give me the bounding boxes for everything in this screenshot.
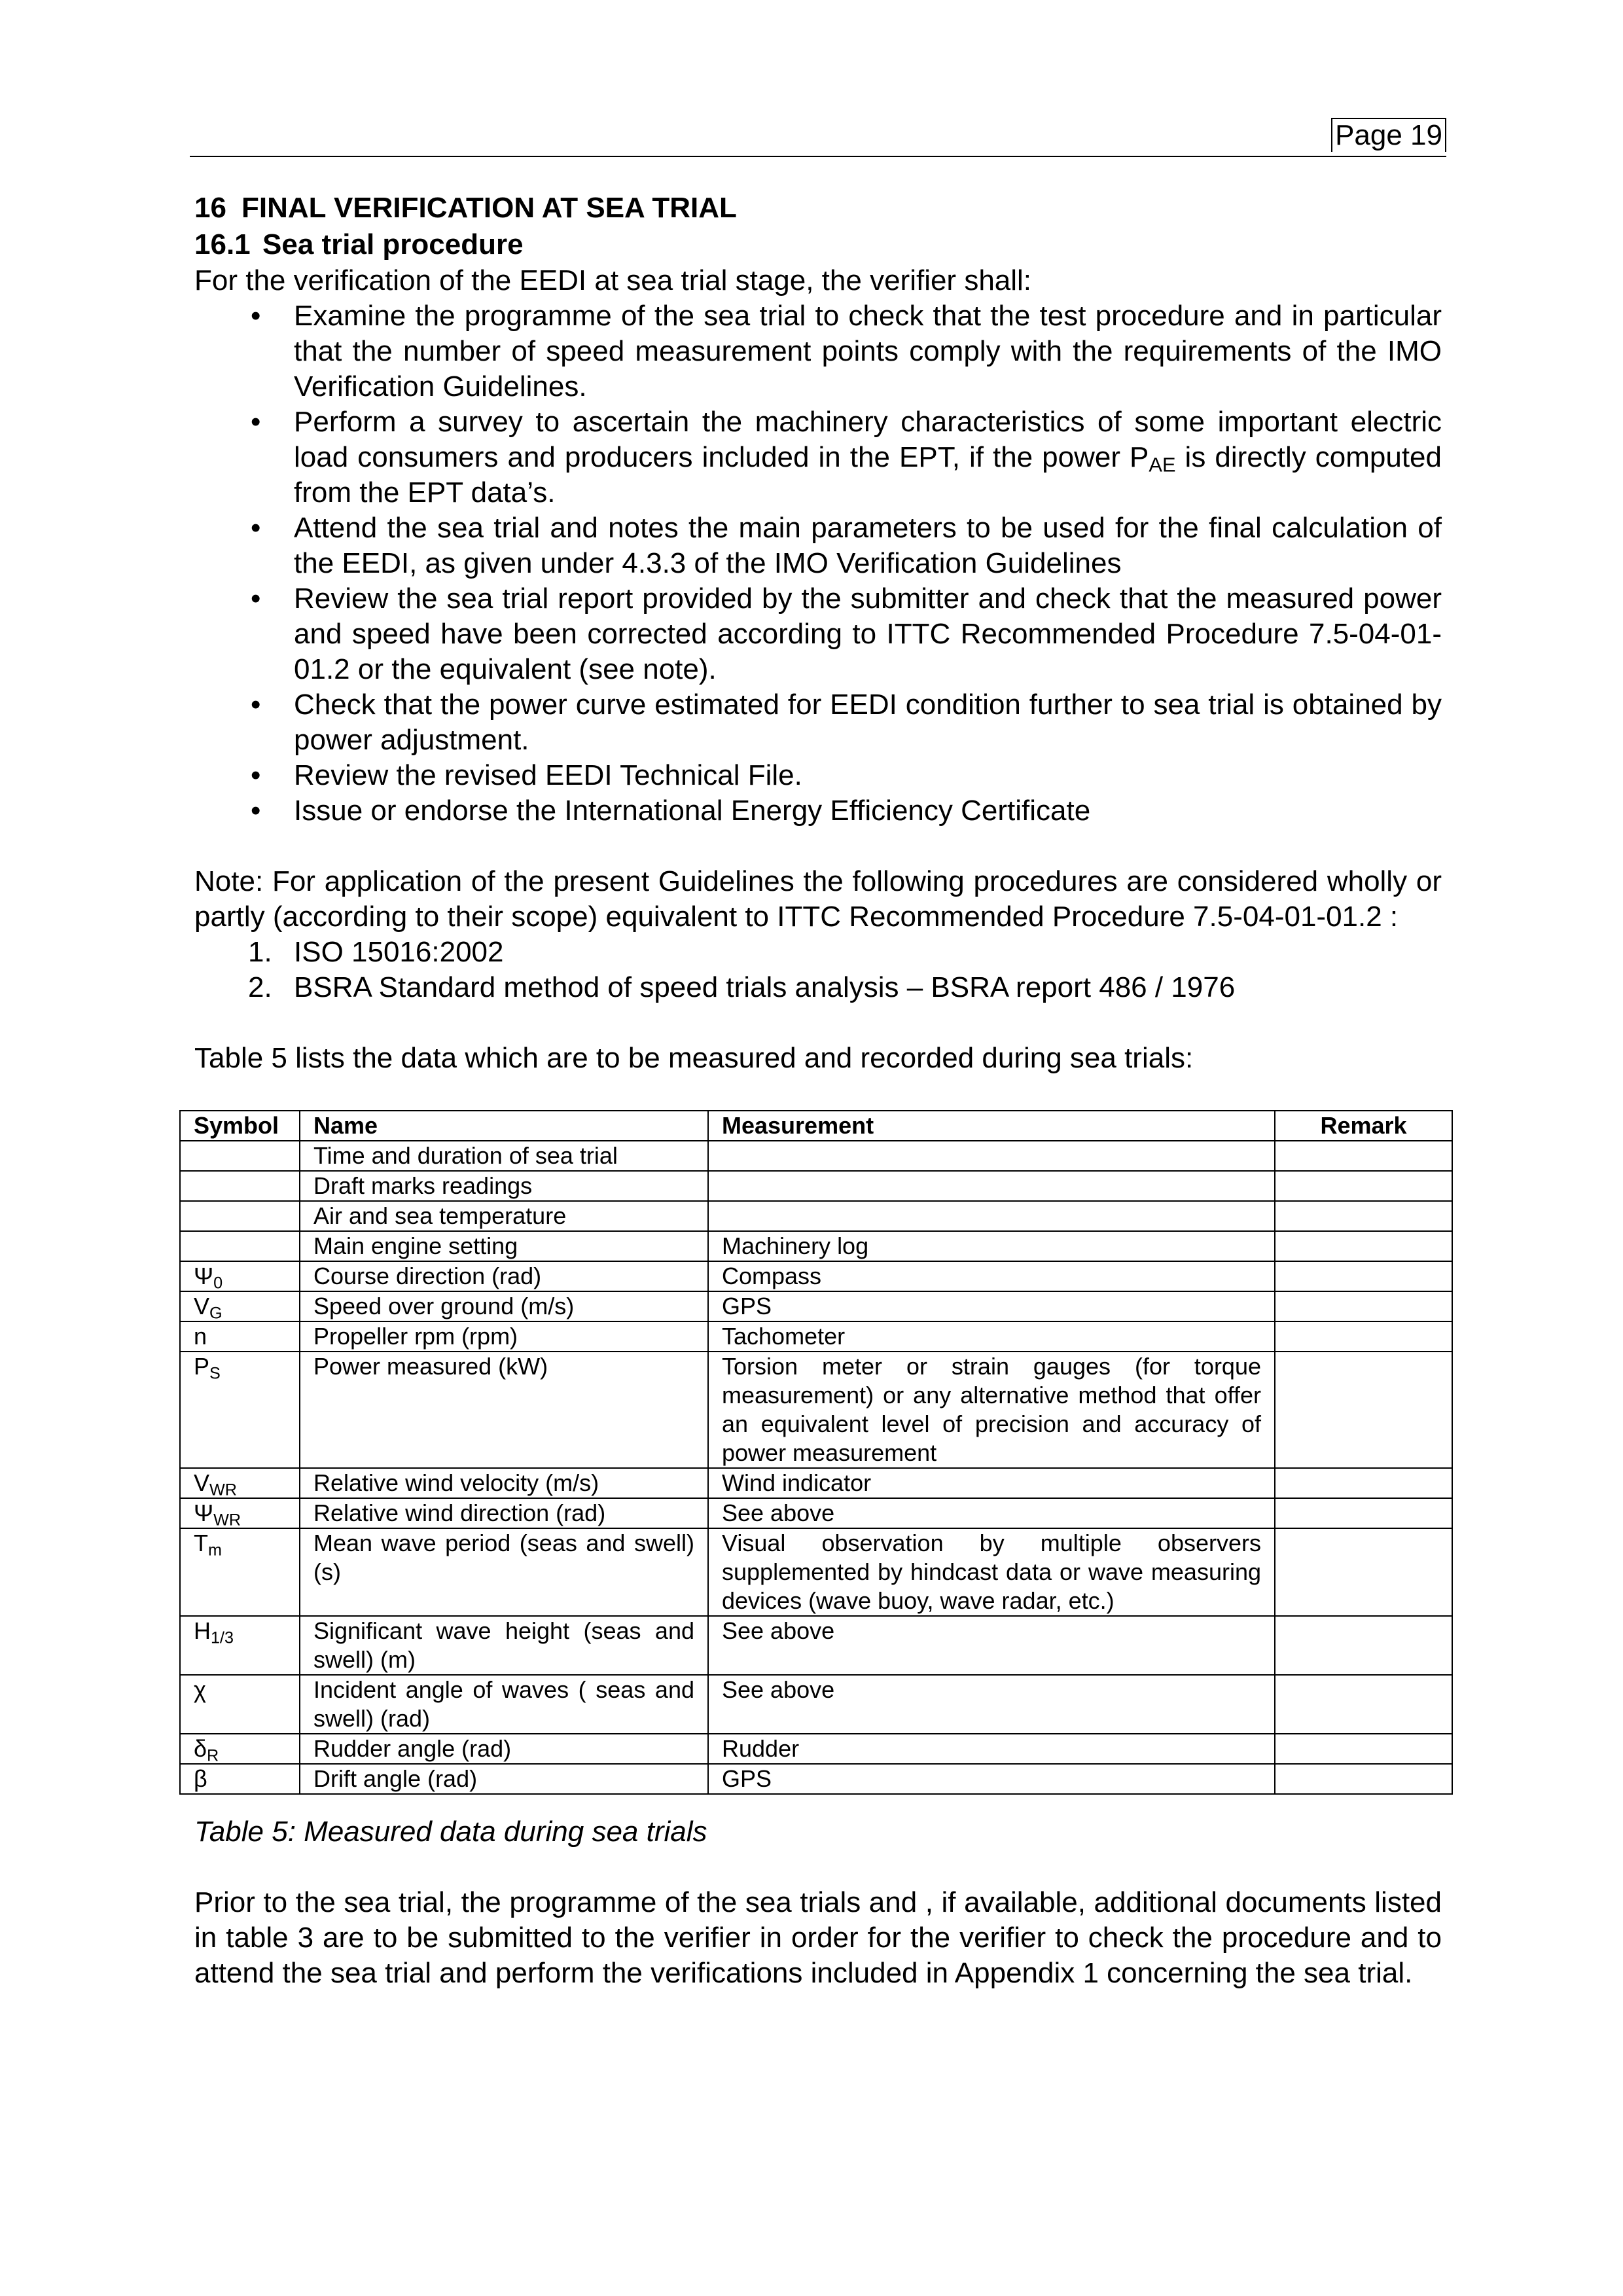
subsection-title: Sea trial procedure bbox=[262, 228, 524, 260]
cell-symbol: $\Psi_0$ bbox=[180, 1261, 300, 1291]
cell-symbol: $H_{1/3}$ bbox=[180, 1616, 300, 1675]
cell-name: Mean wave period (seas and swell) (s) bbox=[300, 1528, 708, 1616]
table-row bbox=[180, 1201, 1452, 1231]
cell-remark bbox=[1275, 1468, 1452, 1498]
table-row bbox=[180, 1291, 1452, 1321]
cell-measurement: See above bbox=[708, 1616, 1275, 1675]
closing-paragraph: Prior to the sea trial, the programme of the sea trials and , if available, additional documents listed in table 3 are to be submitted to the verifier in order for the verifier to check the procedure and to attend the sea trial and perform the verifications included in Appendix 1 concerning the sea trial. bbox=[194, 1886, 1442, 1989]
intro-paragraph: For the verification of the EEDI at sea trial stage, the verifier shall: bbox=[194, 264, 1032, 296]
table-row bbox=[180, 1352, 1452, 1468]
list-item: 2. BSRA Standard method of speed trials analysis – BSRA report 486 / 1976 bbox=[248, 971, 1236, 1003]
list-item: • Review the sea trial report provided by the submitter and check that the measured power and speed have been corrected according to ITTC Recommended Procedure 7.5-04-01-01.2 or the equivalent (see note). bbox=[194, 581, 1442, 687]
cell-name: Power measured (kW) bbox=[300, 1352, 708, 1468]
cell-name: Drift angle (rad) bbox=[300, 1764, 708, 1794]
cell-remark bbox=[1275, 1261, 1452, 1291]
cell-remark bbox=[1275, 1231, 1452, 1261]
cell-symbol: β bbox=[180, 1764, 300, 1794]
cell-remark bbox=[1275, 1734, 1452, 1764]
cell-measurement: Compass bbox=[708, 1261, 1275, 1291]
cell-symbol: n bbox=[180, 1321, 300, 1352]
column-header-symbol: Symbol bbox=[180, 1111, 300, 1141]
cell-remark bbox=[1275, 1321, 1452, 1352]
table-row bbox=[180, 1261, 1452, 1291]
table-intro: Table 5 lists the data which are to be measured and recorded during sea trials: bbox=[194, 1042, 1194, 1074]
cell-measurement bbox=[708, 1201, 1275, 1231]
cell-symbol bbox=[180, 1231, 300, 1261]
cell-measurement: Rudder bbox=[708, 1734, 1275, 1764]
subsection-heading bbox=[194, 226, 1442, 263]
table-header-row bbox=[180, 1111, 1452, 1141]
page-number: Page 19 bbox=[1331, 118, 1446, 152]
cell-remark bbox=[1275, 1498, 1452, 1528]
cell-name: Draft marks readings bbox=[300, 1171, 708, 1201]
column-header-remark: Remark bbox=[1275, 1111, 1452, 1141]
list-item: • Examine the programme of the sea trial to check that the test procedure and in particular that the number of speed measurement points comply with the requirements of the IMO Verification Guidelines. bbox=[194, 298, 1442, 404]
table-row bbox=[180, 1734, 1452, 1764]
subsection-number: 16.1 bbox=[194, 228, 251, 260]
table-row bbox=[180, 1171, 1452, 1201]
section-number: 16 bbox=[194, 192, 226, 224]
table-row bbox=[180, 1616, 1452, 1675]
cell-remark bbox=[1275, 1291, 1452, 1321]
cell-name: Significant wave height (seas and swell) (m) bbox=[300, 1616, 708, 1675]
cell-measurement: GPS bbox=[708, 1764, 1275, 1794]
list-item: • Perform a survey to ascertain the machinery characteristics of some important electric load consumers and producers included in the EPT, if the power $P_{AE}$ is directly computed from the EPT data’s. bbox=[194, 404, 1442, 511]
column-header-name: Name bbox=[300, 1111, 708, 1141]
cell-name: Relative wind direction (rad) bbox=[300, 1498, 708, 1528]
column-header-measurement: Measurement bbox=[708, 1111, 1275, 1141]
cell-name: Air and sea temperature bbox=[300, 1201, 708, 1231]
list-item: • Check that the power curve estimated for EEDI condition further to sea trial is obtained by power adjustment. bbox=[194, 687, 1442, 758]
cell-symbol: $P_S$ bbox=[180, 1352, 300, 1468]
cell-remark bbox=[1275, 1675, 1452, 1734]
cell-remark bbox=[1275, 1141, 1452, 1171]
cell-name: Relative wind velocity (m/s) bbox=[300, 1468, 708, 1498]
main-content bbox=[194, 190, 1442, 1076]
cell-name: Incident angle of waves ( seas and swell) (rad) bbox=[300, 1675, 708, 1734]
section-heading bbox=[194, 190, 1442, 226]
cell-symbol: χ bbox=[180, 1675, 300, 1734]
cell-measurement: See above bbox=[708, 1498, 1275, 1528]
list-item: • Attend the sea trial and notes the main parameters to be used for the final calculation of the EEDI, as given under 4.3.3 of the IMO Verification Guidelines bbox=[194, 511, 1442, 581]
list-item: 1. ISO 15016:2002 bbox=[248, 936, 504, 968]
table-row bbox=[180, 1141, 1452, 1171]
cell-name: Propeller rpm (rpm) bbox=[300, 1321, 708, 1352]
table-row bbox=[180, 1528, 1452, 1616]
measured-data-table bbox=[179, 1110, 1453, 1795]
table-row bbox=[180, 1764, 1452, 1794]
closing-section bbox=[194, 1885, 1442, 1991]
cell-measurement: Tachometer bbox=[708, 1321, 1275, 1352]
cell-name: Main engine setting bbox=[300, 1231, 708, 1261]
cell-measurement bbox=[708, 1141, 1275, 1171]
cell-name: Course direction (rad) bbox=[300, 1261, 708, 1291]
cell-remark bbox=[1275, 1171, 1452, 1201]
cell-name: Time and duration of sea trial bbox=[300, 1141, 708, 1171]
table-row bbox=[180, 1321, 1452, 1352]
cell-measurement: Machinery log bbox=[708, 1231, 1275, 1261]
cell-symbol bbox=[180, 1201, 300, 1231]
table-row bbox=[180, 1231, 1452, 1261]
table-row bbox=[180, 1675, 1452, 1734]
cell-remark bbox=[1275, 1528, 1452, 1616]
cell-symbol: $\Psi_{WR}$ bbox=[180, 1498, 300, 1528]
cell-remark bbox=[1275, 1201, 1452, 1231]
cell-measurement bbox=[708, 1171, 1275, 1201]
cell-remark bbox=[1275, 1352, 1452, 1468]
cell-name: Rudder angle (rad) bbox=[300, 1734, 708, 1764]
page-header bbox=[190, 117, 1446, 157]
cell-symbol: $\delta_R$ bbox=[180, 1734, 300, 1764]
list-item: • Issue or endorse the International Energy Efficiency Certificate bbox=[194, 793, 1442, 829]
cell-symbol: $V_{WR}$ bbox=[180, 1468, 300, 1498]
cell-remark bbox=[1275, 1616, 1452, 1675]
cell-measurement: Torsion meter or strain gauges (for torque measurement) or any alternative method that offer an equivalent level of precision and accuracy of power measurement bbox=[708, 1352, 1275, 1468]
note-paragraph: Note: For application of the present Guidelines the following procedures are considered wholly or partly (according to their scope) equivalent to ITTC Recommended Procedure 7.5-04-01-01.2 : bbox=[194, 865, 1442, 933]
cell-symbol: $V_G$ bbox=[180, 1291, 300, 1321]
cell-name: Speed over ground (m/s) bbox=[300, 1291, 708, 1321]
cell-symbol bbox=[180, 1141, 300, 1171]
cell-remark bbox=[1275, 1764, 1452, 1794]
list-item: • Review the revised EEDI Technical File. bbox=[194, 758, 1442, 793]
cell-symbol: $T_m$ bbox=[180, 1528, 300, 1616]
cell-measurement: See above bbox=[708, 1675, 1275, 1734]
cell-symbol bbox=[180, 1171, 300, 1201]
cell-measurement: Wind indicator bbox=[708, 1468, 1275, 1498]
cell-measurement: GPS bbox=[708, 1291, 1275, 1321]
table-caption: Table 5: Measured data during sea trials bbox=[194, 1816, 707, 1848]
table-row bbox=[180, 1498, 1452, 1528]
verification-list bbox=[194, 298, 1442, 829]
cell-measurement: Visual observation by multiple observers supplemented by hindcast data or wave measuring devices (wave buoy, wave radar, etc.) bbox=[708, 1528, 1275, 1616]
equivalent-procedures-list bbox=[194, 935, 1442, 1005]
section-title: FINAL VERIFICATION AT SEA TRIAL bbox=[241, 192, 737, 224]
table-row bbox=[180, 1468, 1452, 1498]
